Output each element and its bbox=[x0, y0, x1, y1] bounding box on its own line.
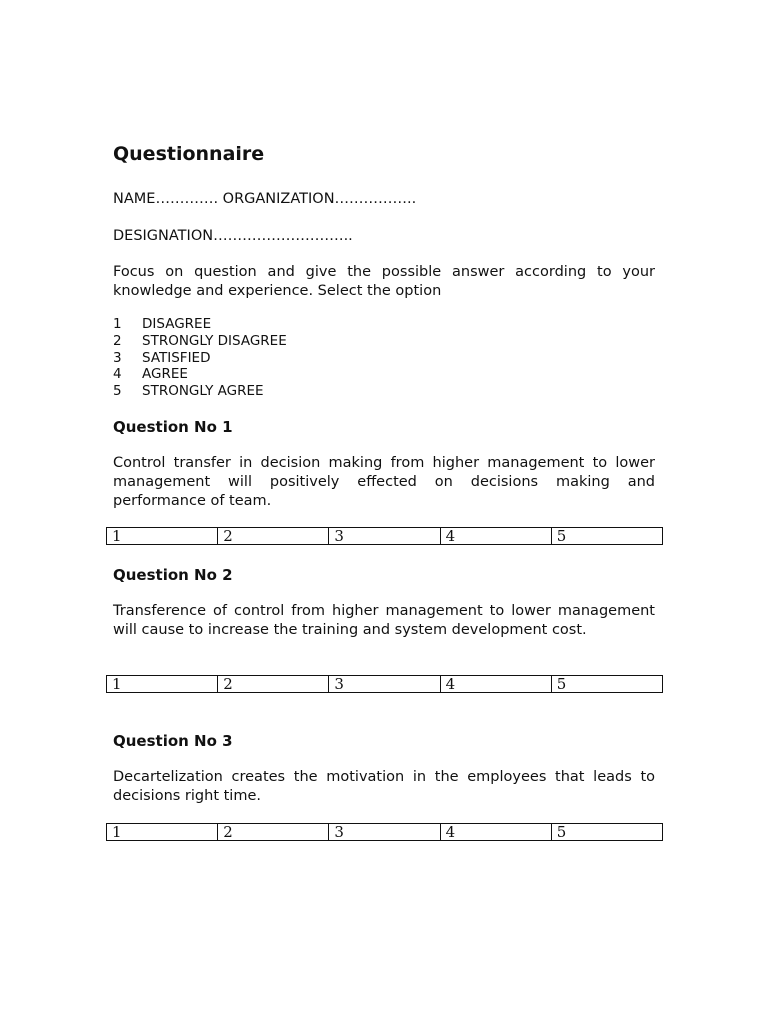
scale-cell-1[interactable]: 1 bbox=[107, 528, 218, 545]
scale-cell-1[interactable]: 1 bbox=[107, 824, 218, 841]
instructions-text: Focus on question and give the possible answer according to your knowledge and experience. Select the option bbox=[113, 264, 655, 299]
scale-cell-2[interactable]: 2 bbox=[218, 528, 329, 545]
scale-cell-2[interactable]: 2 bbox=[218, 676, 329, 693]
scale-cell-2[interactable]: 2 bbox=[218, 824, 329, 841]
scale-cell-1[interactable]: 1 bbox=[107, 676, 218, 693]
option-item bbox=[113, 366, 287, 383]
scale-cell-4[interactable]: 4 bbox=[440, 676, 551, 693]
option-item bbox=[113, 316, 287, 333]
question-1-scale bbox=[106, 527, 663, 545]
question-2-heading: Question No 2 bbox=[113, 566, 233, 584]
option-label: AGREE bbox=[142, 366, 188, 383]
question-3-scale bbox=[106, 823, 663, 841]
scale-cell-5[interactable]: 5 bbox=[551, 676, 662, 693]
question-2-text: Transference of control from higher management to lower management will cause to increase the training and system development cost. bbox=[113, 603, 655, 638]
scale-cell-4[interactable]: 4 bbox=[440, 528, 551, 545]
question-1-heading: Question No 1 bbox=[113, 418, 233, 436]
question-1-text: Control transfer in decision making from higher management to lower management will positively effected on decisions making and performance of team. bbox=[113, 455, 655, 509]
scale-cell-3[interactable]: 3 bbox=[329, 676, 440, 693]
option-label: STRONGLY AGREE bbox=[142, 383, 264, 400]
scale-cell-4[interactable]: 4 bbox=[440, 824, 551, 841]
page-title: Questionnaire bbox=[113, 143, 265, 165]
question-2-scale bbox=[106, 675, 663, 693]
option-label: SATISFIED bbox=[142, 349, 211, 366]
scale-cell-3[interactable]: 3 bbox=[329, 824, 440, 841]
option-item bbox=[113, 350, 287, 367]
option-label: DISAGREE bbox=[142, 316, 212, 332]
designation-line: DESIGNATION……………………….. bbox=[113, 228, 353, 244]
option-item bbox=[113, 333, 287, 350]
option-number: 4 bbox=[113, 366, 122, 383]
option-item bbox=[113, 383, 287, 400]
scale-cell-3[interactable]: 3 bbox=[329, 528, 440, 545]
question-3-heading: Question No 3 bbox=[113, 732, 233, 750]
option-label: STRONGLY DISAGREE bbox=[142, 332, 287, 349]
option-number: 3 bbox=[113, 349, 122, 366]
scale-cell-5[interactable]: 5 bbox=[551, 528, 662, 545]
scale-cell-5[interactable]: 5 bbox=[551, 824, 662, 841]
option-list bbox=[113, 316, 287, 400]
option-number: 5 bbox=[113, 383, 122, 400]
option-number: 2 bbox=[113, 332, 122, 349]
question-3-text: Decartelization creates the motivation in the employees that leads to decisions right time. bbox=[113, 769, 655, 804]
option-number: 1 bbox=[113, 316, 122, 332]
name-organization-line: NAME…………. ORGANIZATION…………….. bbox=[113, 191, 417, 207]
